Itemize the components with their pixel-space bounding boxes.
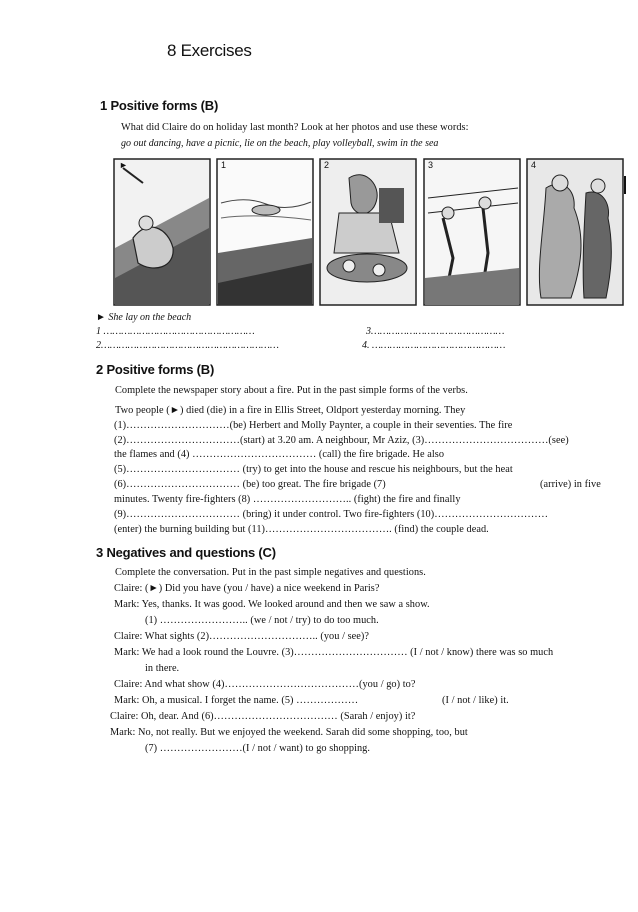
ex1-line-1: 1 …………………………………………… <box>96 326 255 337</box>
ex3-line-7: Mark: Oh, a musical. I forget the name. (5) ……………… <box>114 695 359 706</box>
ex2-line-8: (enter) the burning building but (11)………………………………. (find) the couple dead. <box>114 524 489 535</box>
ex3-heading: 3 Negatives and questions (C) <box>96 545 276 560</box>
ex3-line-6: Claire: And what show (4)…………………………………(you / go) to? <box>114 679 416 690</box>
photo-number-3: 3 <box>428 160 434 170</box>
ex1-line-2: 2…………………………………………………… <box>96 340 279 351</box>
ex2-heading: 2 Positive forms (B) <box>96 362 215 377</box>
photo-strip <box>113 158 633 308</box>
ex3-line-9: Mark: No, not really. But we enjoyed the weekend. Sarah did some shopping, too, but <box>110 727 468 738</box>
ex3-line-8: Claire: Oh, dear. And (6)……………………………… (Sarah / enjoy) it? <box>110 711 416 722</box>
ex3-line-3: Claire: What sights (2)………………………….. (you / see)? <box>114 631 370 642</box>
ex2-line-6: minutes. Twenty fire-fighters (8) ……………………….. (fight) the fire and finally <box>114 494 461 505</box>
photo-number-4: 4 <box>531 160 537 170</box>
ex2-line-2: (2)……………………………(start) at 3.20 am. A neighbour, Mr Aziz, (3)………………………………(see) <box>114 435 569 446</box>
ex3-line-10: (7) ……………………(I / not / want) to go shopping. <box>145 743 370 754</box>
ex1-line-4: 4. ……………………………………… <box>362 340 506 351</box>
ex1-instruction: What did Claire do on holiday last month? Look at her photos and use these words: <box>121 122 469 133</box>
ex3-line-2: (1) …………………….. (we / not / try) to do too much. <box>145 615 379 626</box>
ex3-line-4: Mark: We had a look round the Louvre. (3)…………………………… (I / not / know) there was so much <box>114 647 554 658</box>
photo-4 <box>526 158 624 306</box>
page-edge-mark <box>624 176 626 194</box>
ex3-line-5: in there. <box>145 663 180 674</box>
ex1-example: ► She lay on the beach <box>96 312 192 323</box>
ex2-line-0: Two people (►) died (die) in a fire in Ellis Street, Oldport yesterday morning. They <box>115 405 466 416</box>
ex3-line-0: Claire: (►) Did you have (you / have) a nice weekend in Paris? <box>114 583 380 594</box>
photo-number-2: 2 <box>324 160 330 170</box>
ex2-line-5: (6)…………………………… (be) too great. The fire brigade (7) <box>114 479 386 490</box>
ex2-line-7: (9)…………………………… (bring) it under control. Two fire-fighters (10)…………………………… <box>114 509 549 520</box>
ex3-line-1: Mark: Yes, thanks. It was good. We looked around and then we saw a show. <box>114 599 430 610</box>
ex1-line-3: 3……………………………………… <box>366 326 505 337</box>
photo-number-1: 1 <box>221 160 227 170</box>
ex2-line-4: (5)…………………………… (try) to get into the house and rescue his neighbours, but the heat <box>114 464 513 475</box>
ex2-line-3: the flames and (4) ……………………………… (call) the fire brigade. He also <box>114 449 445 460</box>
ex1-words: go out dancing, have a picnic, lie on the beach, play volleyball, swim in the sea <box>121 138 439 149</box>
ex3-line-7-end: (I / not / like) it. <box>442 695 509 706</box>
photo-3 <box>423 158 521 306</box>
ex2-line-5-end: (arrive) in five <box>540 479 601 490</box>
ex3-instruction: Complete the conversation. Put in the past simple negatives and questions. <box>115 567 426 578</box>
photo-2 <box>319 158 417 306</box>
ex1-heading: 1 Positive forms (B) <box>100 98 219 113</box>
ex2-line-1: (1)…………………………(be) Herbert and Molly Paynter, a couple in their seventies. The fire <box>114 420 513 431</box>
photo-1 <box>216 158 314 306</box>
page-title: 8 Exercises <box>167 41 252 60</box>
photo-example: ► <box>113 158 211 306</box>
ex2-instruction: Complete the newspaper story about a fire. Put in the past simple forms of the verbs. <box>115 385 468 396</box>
